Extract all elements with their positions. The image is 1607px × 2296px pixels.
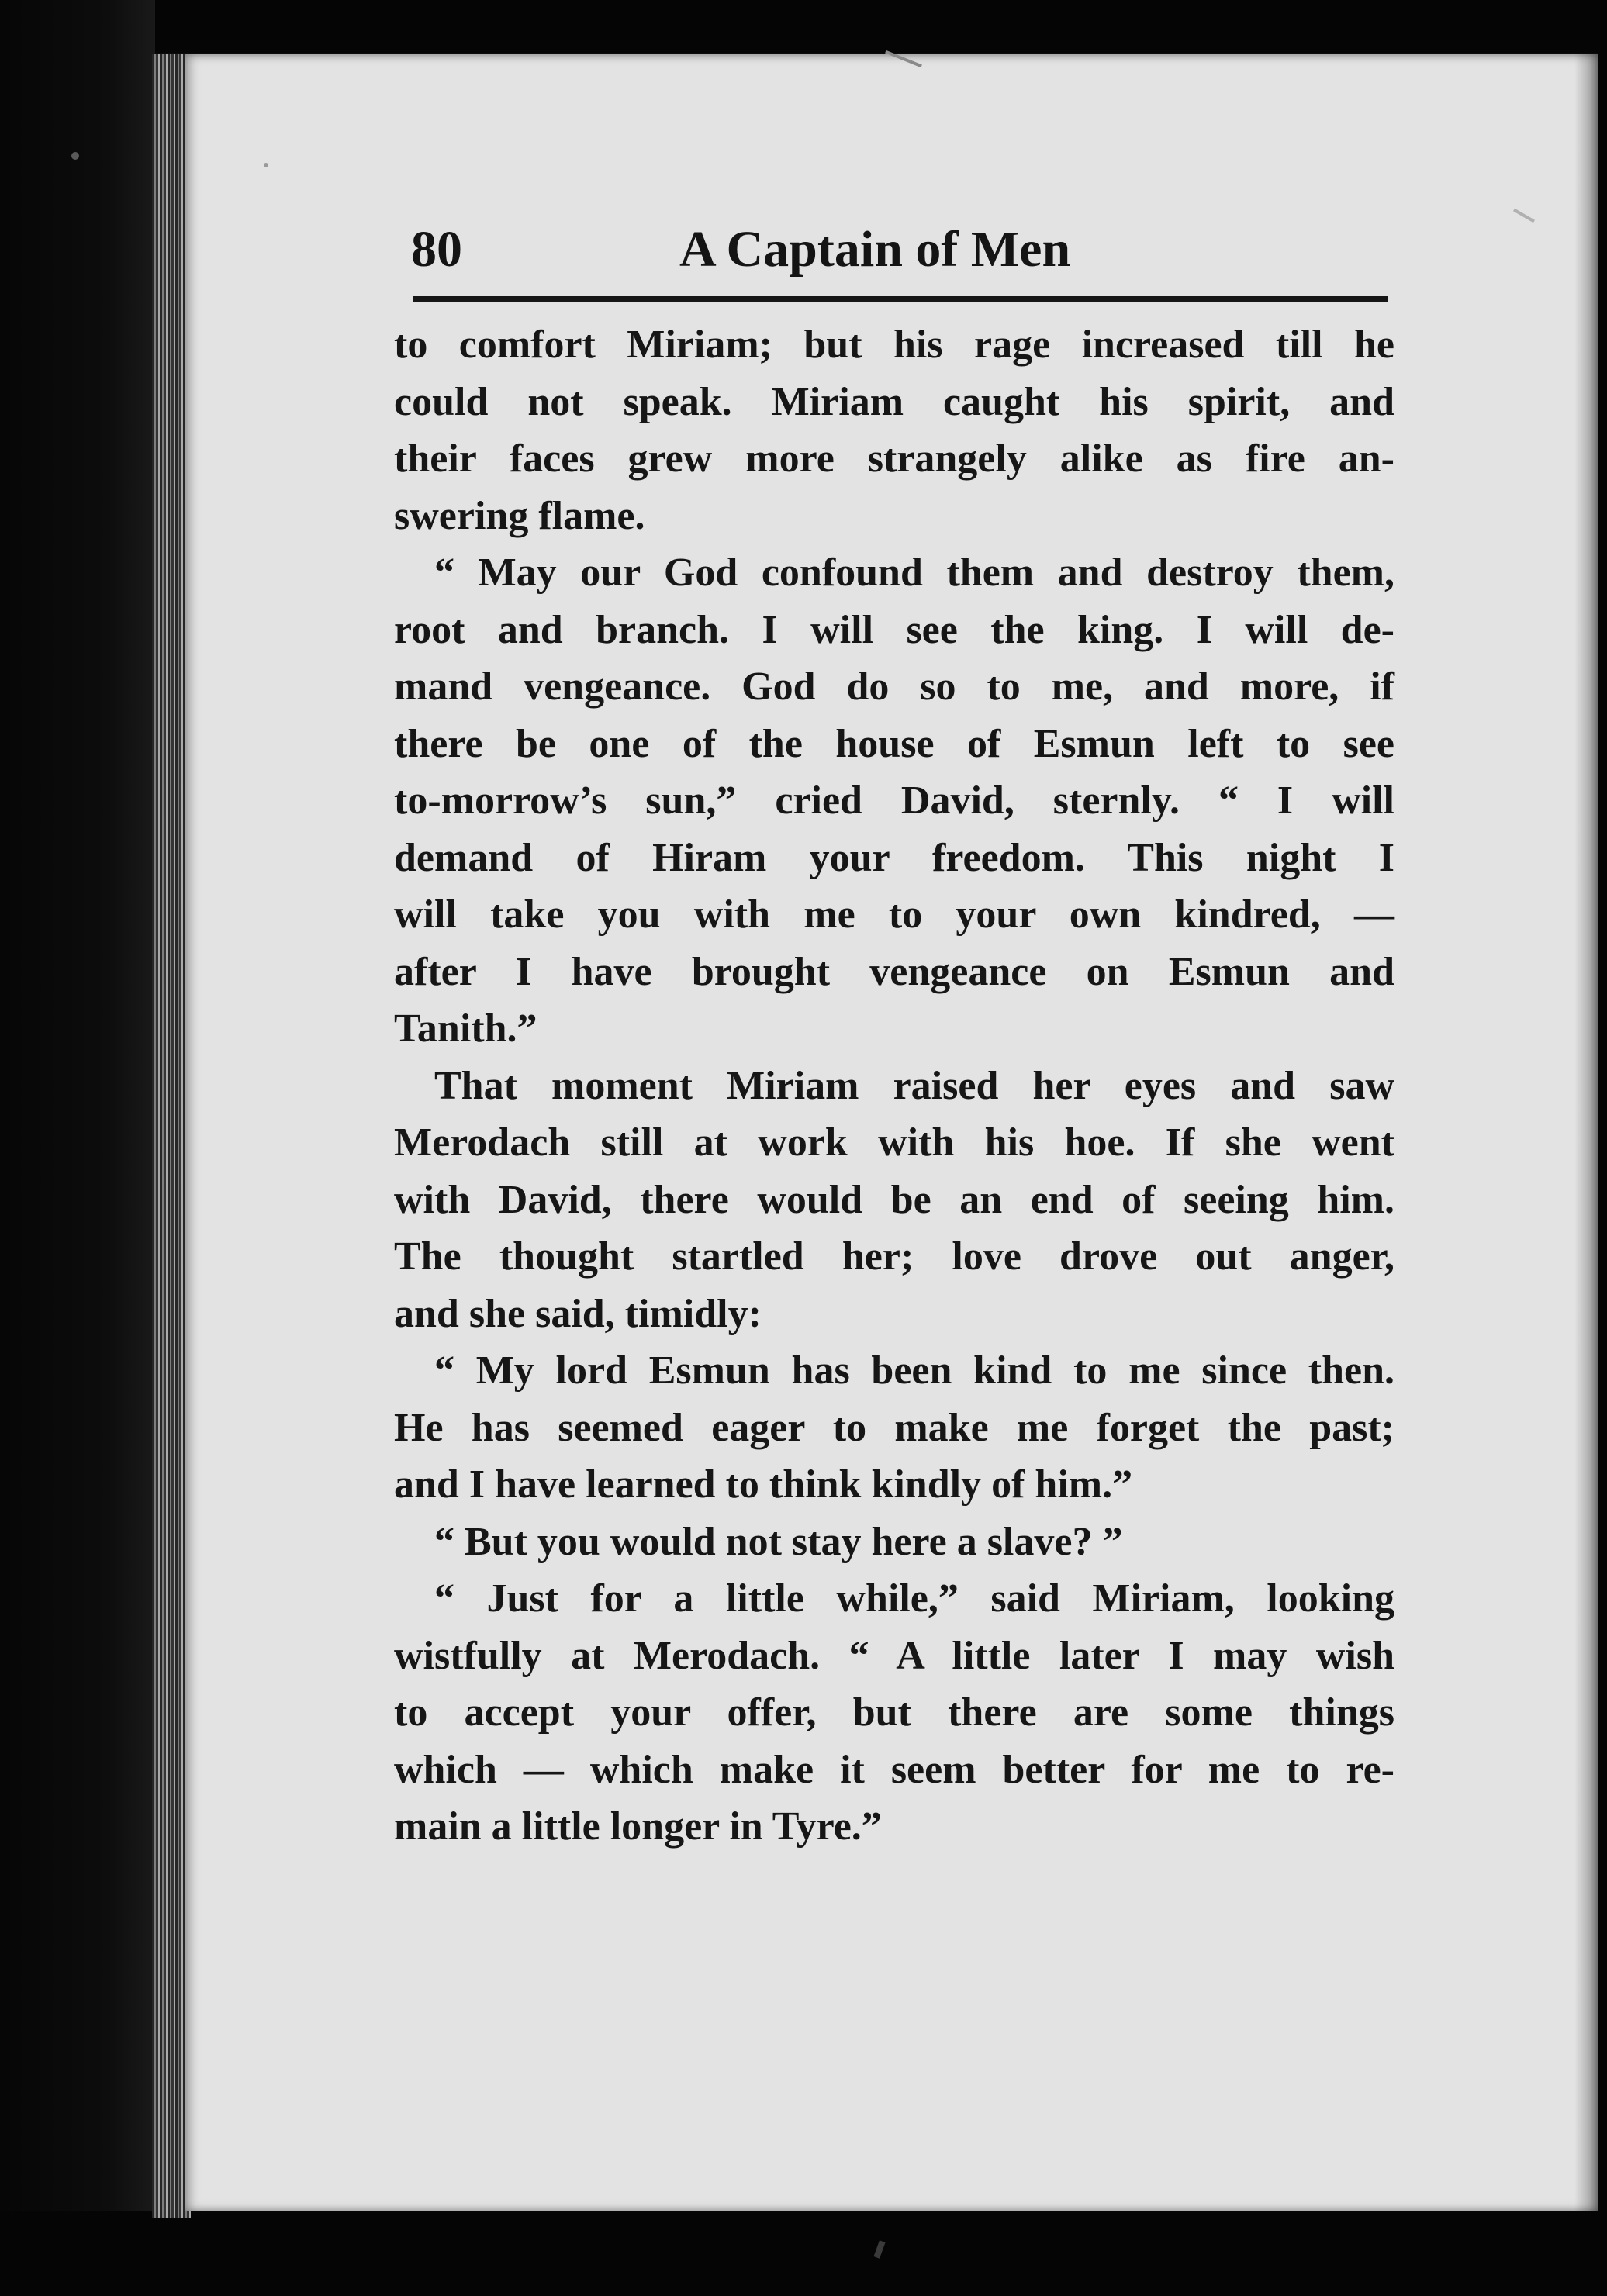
- text-line: swering flame.: [394, 493, 645, 538]
- scan-top-margin: [0, 0, 1607, 53]
- scan-speck: [71, 152, 79, 160]
- text-line: their faces grew more strangely alike as fire an-: [394, 437, 1394, 481]
- text-line: Tanith.”: [394, 1006, 537, 1051]
- text-line: to accept your offer, but there are some things: [394, 1690, 1394, 1735]
- text-line: there be one of the house of Esmun left to see: [394, 721, 1394, 766]
- scan-right-margin: [1598, 0, 1607, 2296]
- text-line: Merodach still at work with his hoe. If she went: [394, 1120, 1394, 1165]
- text-line: demand of Hiram your freedom. This night I: [394, 835, 1394, 880]
- text-line: That moment Miriam raised her eyes and saw: [434, 1063, 1394, 1108]
- text-line: “ Just for a little while,” said Miriam, looking: [434, 1576, 1394, 1621]
- scan-left-margin: [0, 0, 155, 2296]
- text-line: main a little longer in Tyre.”: [394, 1804, 882, 1849]
- text-line: which — which make it seem better for me to re-: [394, 1747, 1394, 1792]
- text-line: to comfort Miriam; but his rage increased till he: [394, 323, 1394, 367]
- body-text: [394, 316, 1394, 1856]
- page-number: 80: [411, 221, 462, 278]
- text-line: “ My lord Esmun has been kind to me since then.: [434, 1348, 1394, 1393]
- text-line: to-morrow’s sun,” cried David, sternly. “ I will: [394, 779, 1394, 823]
- text-line: root and branch. I will see the king. I will de-: [394, 607, 1394, 652]
- text-line: “ But you would not stay here a slave? ”: [434, 1519, 1123, 1564]
- running-title: A Captain of Men: [679, 221, 1071, 278]
- text-line: wistfully at Merodach. “ A little later I may wish: [394, 1633, 1394, 1678]
- text-line: mand vengeance. God do so to me, and more, if: [394, 665, 1394, 709]
- header-rule: [413, 296, 1388, 302]
- text-line: “ May our God confound them and destroy them,: [434, 551, 1394, 595]
- text-line: after I have brought vengeance on Esmun and: [394, 949, 1394, 994]
- text-line: will take you with me to your own kindred, —: [394, 893, 1394, 937]
- text-line: could not speak. Miriam caught his spirit, and: [394, 379, 1394, 424]
- page-right-shadow: [1574, 54, 1598, 2211]
- text-line: The thought startled her; love drove out anger,: [394, 1234, 1394, 1279]
- page-header: [411, 211, 1388, 296]
- text-line: He has seemed eager to make me forget the past;: [394, 1405, 1394, 1450]
- text-line: and I have learned to think kindly of him.”: [394, 1462, 1133, 1507]
- text-line: with David, there would be an end of seeing him.: [394, 1177, 1394, 1222]
- text-line: and she said, timidly:: [394, 1291, 762, 1336]
- scan-bottom-margin: [0, 2211, 1607, 2296]
- scan-speck: [264, 163, 268, 167]
